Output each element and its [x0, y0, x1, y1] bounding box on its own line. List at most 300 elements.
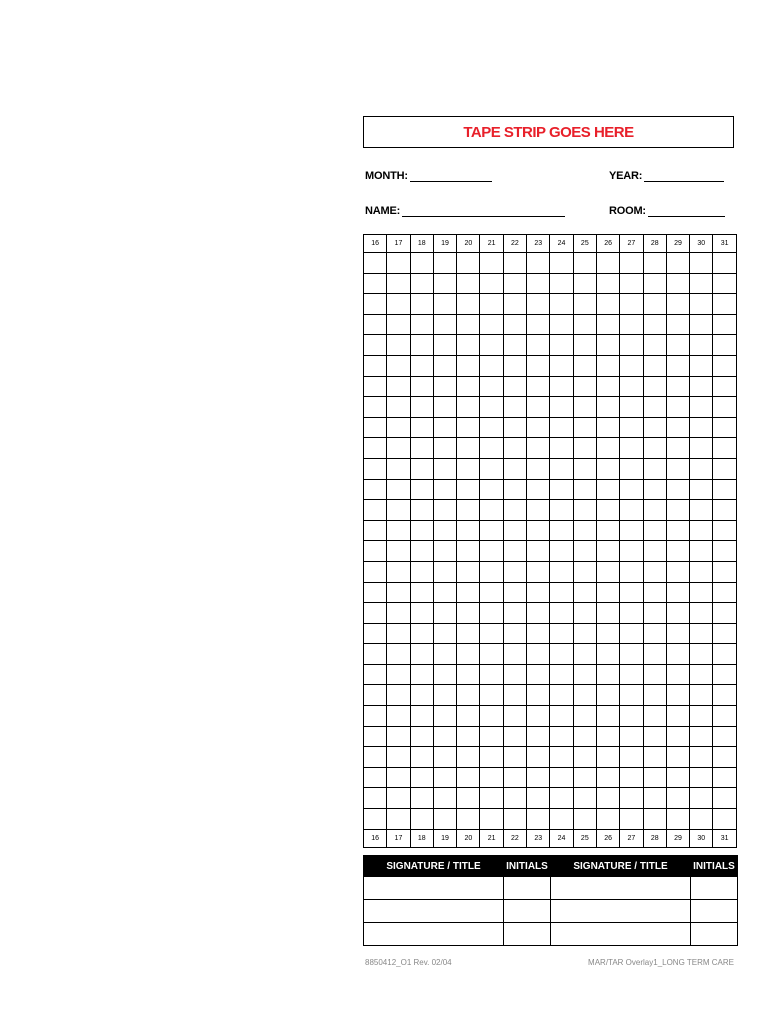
grid-cell[interactable]	[433, 355, 456, 376]
grid-cell[interactable]	[433, 417, 456, 438]
grid-cell[interactable]	[666, 314, 689, 335]
grid-cell[interactable]	[573, 520, 596, 541]
grid-cell[interactable]	[503, 376, 526, 397]
grid-cell[interactable]	[690, 747, 713, 768]
grid-cell[interactable]	[643, 582, 666, 603]
grid-cell[interactable]	[527, 623, 550, 644]
grid-cell[interactable]	[527, 335, 550, 356]
grid-cell[interactable]	[364, 253, 387, 274]
grid-cell[interactable]	[573, 458, 596, 479]
grid-cell[interactable]	[457, 417, 480, 438]
grid-cell[interactable]	[620, 335, 643, 356]
grid-cell[interactable]	[643, 788, 666, 809]
grid-cell[interactable]	[410, 644, 433, 665]
grid-cell[interactable]	[364, 726, 387, 747]
grid-cell[interactable]	[550, 664, 573, 685]
grid-cell[interactable]	[643, 417, 666, 438]
grid-cell[interactable]	[410, 664, 433, 685]
grid-cell[interactable]	[643, 273, 666, 294]
grid-cell[interactable]	[410, 294, 433, 315]
grid-cell[interactable]	[550, 500, 573, 521]
grid-cell[interactable]	[666, 706, 689, 727]
grid-cell[interactable]	[573, 376, 596, 397]
grid-cell[interactable]	[573, 355, 596, 376]
grid-cell[interactable]	[713, 314, 736, 335]
grid-cell[interactable]	[620, 767, 643, 788]
grid-cell[interactable]	[573, 294, 596, 315]
grid-cell[interactable]	[527, 809, 550, 830]
month-field[interactable]	[365, 170, 492, 182]
grid-cell[interactable]	[643, 623, 666, 644]
grid-cell[interactable]	[690, 355, 713, 376]
grid-cell[interactable]	[550, 747, 573, 768]
grid-cell[interactable]	[690, 685, 713, 706]
grid-cell[interactable]	[527, 417, 550, 438]
grid-cell[interactable]	[620, 644, 643, 665]
grid-cell[interactable]	[433, 685, 456, 706]
initials-cell[interactable]	[504, 900, 551, 923]
grid-cell[interactable]	[503, 417, 526, 438]
grid-cell[interactable]	[690, 458, 713, 479]
grid-cell[interactable]	[643, 355, 666, 376]
grid-cell[interactable]	[550, 479, 573, 500]
grid-cell[interactable]	[480, 644, 503, 665]
grid-cell[interactable]	[690, 417, 713, 438]
initials-cell[interactable]	[691, 900, 738, 923]
grid-cell[interactable]	[666, 809, 689, 830]
grid-cell[interactable]	[387, 623, 410, 644]
grid-cell[interactable]	[387, 685, 410, 706]
grid-cell[interactable]	[364, 397, 387, 418]
grid-cell[interactable]	[433, 582, 456, 603]
grid-cell[interactable]	[573, 685, 596, 706]
grid-cell[interactable]	[666, 376, 689, 397]
grid-cell[interactable]	[550, 644, 573, 665]
grid-cell[interactable]	[643, 603, 666, 624]
grid-cell[interactable]	[457, 541, 480, 562]
grid-cell[interactable]	[503, 294, 526, 315]
grid-cell[interactable]	[690, 314, 713, 335]
grid-cell[interactable]	[713, 417, 736, 438]
grid-cell[interactable]	[364, 582, 387, 603]
grid-cell[interactable]	[503, 603, 526, 624]
grid-cell[interactable]	[364, 644, 387, 665]
grid-cell[interactable]	[387, 788, 410, 809]
grid-cell[interactable]	[457, 706, 480, 727]
grid-cell[interactable]	[503, 623, 526, 644]
grid-cell[interactable]	[480, 500, 503, 521]
grid-cell[interactable]	[573, 314, 596, 335]
grid-cell[interactable]	[666, 479, 689, 500]
grid-cell[interactable]	[503, 809, 526, 830]
grid-cell[interactable]	[527, 603, 550, 624]
grid-cell[interactable]	[457, 582, 480, 603]
grid-cell[interactable]	[643, 664, 666, 685]
name-line[interactable]	[402, 206, 565, 217]
grid-cell[interactable]	[666, 541, 689, 562]
grid-cell[interactable]	[620, 500, 643, 521]
grid-cell[interactable]	[364, 664, 387, 685]
grid-cell[interactable]	[457, 788, 480, 809]
grid-cell[interactable]	[690, 253, 713, 274]
grid-cell[interactable]	[364, 541, 387, 562]
grid-cell[interactable]	[433, 314, 456, 335]
grid-cell[interactable]	[573, 706, 596, 727]
grid-cell[interactable]	[527, 520, 550, 541]
grid-cell[interactable]	[643, 438, 666, 459]
grid-cell[interactable]	[596, 747, 619, 768]
grid-cell[interactable]	[364, 438, 387, 459]
grid-cell[interactable]	[550, 294, 573, 315]
grid-cell[interactable]	[713, 767, 736, 788]
grid-cell[interactable]	[596, 623, 619, 644]
grid-cell[interactable]	[690, 644, 713, 665]
name-field[interactable]	[365, 205, 565, 217]
grid-cell[interactable]	[690, 479, 713, 500]
grid-cell[interactable]	[387, 458, 410, 479]
grid-cell[interactable]	[433, 335, 456, 356]
grid-cell[interactable]	[596, 294, 619, 315]
grid-cell[interactable]	[713, 479, 736, 500]
grid-cell[interactable]	[364, 561, 387, 582]
grid-cell[interactable]	[643, 479, 666, 500]
grid-cell[interactable]	[364, 767, 387, 788]
grid-cell[interactable]	[364, 706, 387, 727]
grid-cell[interactable]	[457, 603, 480, 624]
grid-cell[interactable]	[643, 561, 666, 582]
grid-cell[interactable]	[713, 520, 736, 541]
grid-cell[interactable]	[527, 561, 550, 582]
grid-cell[interactable]	[643, 314, 666, 335]
grid-cell[interactable]	[690, 500, 713, 521]
grid-cell[interactable]	[503, 582, 526, 603]
grid-cell[interactable]	[527, 706, 550, 727]
grid-cell[interactable]	[643, 685, 666, 706]
grid-cell[interactable]	[387, 273, 410, 294]
grid-cell[interactable]	[596, 520, 619, 541]
grid-cell[interactable]	[690, 438, 713, 459]
grid-cell[interactable]	[480, 767, 503, 788]
grid-cell[interactable]	[433, 479, 456, 500]
grid-cell[interactable]	[527, 438, 550, 459]
grid-cell[interactable]	[573, 644, 596, 665]
grid-cell[interactable]	[480, 541, 503, 562]
grid-cell[interactable]	[364, 376, 387, 397]
grid-cell[interactable]	[713, 664, 736, 685]
grid-cell[interactable]	[643, 335, 666, 356]
grid-cell[interactable]	[643, 500, 666, 521]
grid-cell[interactable]	[550, 458, 573, 479]
grid-cell[interactable]	[457, 623, 480, 644]
grid-cell[interactable]	[364, 685, 387, 706]
grid-cell[interactable]	[527, 479, 550, 500]
grid-cell[interactable]	[643, 294, 666, 315]
grid-cell[interactable]	[387, 644, 410, 665]
grid-cell[interactable]	[713, 355, 736, 376]
signature-cell[interactable]	[551, 877, 691, 900]
grid-cell[interactable]	[433, 458, 456, 479]
grid-cell[interactable]	[596, 355, 619, 376]
grid-cell[interactable]	[596, 438, 619, 459]
initials-cell[interactable]	[504, 877, 551, 900]
grid-cell[interactable]	[550, 788, 573, 809]
room-field[interactable]	[609, 205, 725, 217]
grid-cell[interactable]	[364, 273, 387, 294]
grid-cell[interactable]	[573, 438, 596, 459]
grid-cell[interactable]	[387, 767, 410, 788]
signature-cell[interactable]	[364, 923, 504, 946]
grid-cell[interactable]	[690, 809, 713, 830]
grid-cell[interactable]	[620, 664, 643, 685]
grid-cell[interactable]	[433, 767, 456, 788]
grid-cell[interactable]	[713, 706, 736, 727]
room-line[interactable]	[648, 206, 725, 217]
grid-cell[interactable]	[457, 644, 480, 665]
grid-cell[interactable]	[666, 294, 689, 315]
grid-cell[interactable]	[690, 582, 713, 603]
grid-cell[interactable]	[550, 582, 573, 603]
grid-cell[interactable]	[433, 726, 456, 747]
grid-cell[interactable]	[433, 520, 456, 541]
grid-cell[interactable]	[503, 397, 526, 418]
grid-cell[interactable]	[364, 458, 387, 479]
grid-cell[interactable]	[666, 788, 689, 809]
grid-cell[interactable]	[527, 253, 550, 274]
grid-cell[interactable]	[433, 273, 456, 294]
grid-cell[interactable]	[480, 788, 503, 809]
grid-cell[interactable]	[503, 561, 526, 582]
grid-cell[interactable]	[643, 644, 666, 665]
signature-cell[interactable]	[364, 900, 504, 923]
grid-cell[interactable]	[713, 541, 736, 562]
grid-cell[interactable]	[410, 355, 433, 376]
grid-cell[interactable]	[457, 767, 480, 788]
grid-cell[interactable]	[410, 809, 433, 830]
grid-cell[interactable]	[690, 541, 713, 562]
grid-cell[interactable]	[713, 603, 736, 624]
grid-cell[interactable]	[550, 335, 573, 356]
grid-cell[interactable]	[410, 500, 433, 521]
grid-cell[interactable]	[620, 582, 643, 603]
grid-cell[interactable]	[713, 438, 736, 459]
grid-cell[interactable]	[596, 500, 619, 521]
grid-cell[interactable]	[643, 376, 666, 397]
grid-cell[interactable]	[457, 273, 480, 294]
grid-cell[interactable]	[713, 294, 736, 315]
grid-cell[interactable]	[457, 809, 480, 830]
signature-cell[interactable]	[551, 900, 691, 923]
grid-cell[interactable]	[573, 747, 596, 768]
grid-cell[interactable]	[480, 747, 503, 768]
grid-cell[interactable]	[620, 479, 643, 500]
grid-cell[interactable]	[457, 561, 480, 582]
grid-cell[interactable]	[713, 685, 736, 706]
grid-cell[interactable]	[550, 520, 573, 541]
grid-cell[interactable]	[620, 355, 643, 376]
grid-cell[interactable]	[527, 788, 550, 809]
grid-cell[interactable]	[410, 417, 433, 438]
grid-cell[interactable]	[364, 500, 387, 521]
year-field[interactable]	[609, 170, 724, 182]
grid-cell[interactable]	[364, 355, 387, 376]
grid-cell[interactable]	[364, 520, 387, 541]
grid-cell[interactable]	[503, 500, 526, 521]
grid-cell[interactable]	[387, 397, 410, 418]
grid-cell[interactable]	[433, 561, 456, 582]
grid-cell[interactable]	[690, 623, 713, 644]
grid-cell[interactable]	[596, 397, 619, 418]
grid-cell[interactable]	[503, 355, 526, 376]
grid-cell[interactable]	[480, 335, 503, 356]
grid-cell[interactable]	[713, 253, 736, 274]
grid-cell[interactable]	[387, 479, 410, 500]
grid-cell[interactable]	[550, 809, 573, 830]
grid-cell[interactable]	[666, 438, 689, 459]
grid-cell[interactable]	[620, 726, 643, 747]
grid-cell[interactable]	[550, 706, 573, 727]
grid-cell[interactable]	[503, 458, 526, 479]
grid-cell[interactable]	[666, 458, 689, 479]
grid-cell[interactable]	[410, 767, 433, 788]
grid-cell[interactable]	[550, 767, 573, 788]
grid-cell[interactable]	[550, 397, 573, 418]
grid-cell[interactable]	[410, 582, 433, 603]
grid-cell[interactable]	[527, 685, 550, 706]
grid-cell[interactable]	[690, 335, 713, 356]
grid-cell[interactable]	[620, 520, 643, 541]
grid-cell[interactable]	[690, 726, 713, 747]
grid-cell[interactable]	[480, 417, 503, 438]
grid-cell[interactable]	[666, 355, 689, 376]
grid-cell[interactable]	[573, 767, 596, 788]
grid-cell[interactable]	[666, 500, 689, 521]
grid-cell[interactable]	[573, 623, 596, 644]
grid-cell[interactable]	[666, 273, 689, 294]
grid-cell[interactable]	[527, 644, 550, 665]
grid-cell[interactable]	[480, 397, 503, 418]
grid-cell[interactable]	[596, 253, 619, 274]
grid-cell[interactable]	[387, 561, 410, 582]
grid-cell[interactable]	[527, 376, 550, 397]
grid-cell[interactable]	[503, 314, 526, 335]
grid-cell[interactable]	[480, 664, 503, 685]
grid-cell[interactable]	[433, 788, 456, 809]
grid-cell[interactable]	[503, 335, 526, 356]
grid-cell[interactable]	[690, 664, 713, 685]
grid-cell[interactable]	[387, 253, 410, 274]
grid-cell[interactable]	[596, 664, 619, 685]
grid-cell[interactable]	[410, 541, 433, 562]
grid-cell[interactable]	[527, 355, 550, 376]
grid-cell[interactable]	[410, 253, 433, 274]
grid-cell[interactable]	[387, 500, 410, 521]
grid-cell[interactable]	[480, 706, 503, 727]
grid-cell[interactable]	[643, 541, 666, 562]
grid-cell[interactable]	[620, 747, 643, 768]
grid-cell[interactable]	[527, 767, 550, 788]
grid-cell[interactable]	[596, 726, 619, 747]
grid-cell[interactable]	[364, 623, 387, 644]
grid-cell[interactable]	[457, 479, 480, 500]
grid-cell[interactable]	[666, 603, 689, 624]
grid-cell[interactable]	[713, 809, 736, 830]
grid-cell[interactable]	[596, 603, 619, 624]
grid-cell[interactable]	[573, 582, 596, 603]
grid-cell[interactable]	[503, 644, 526, 665]
grid-cell[interactable]	[620, 376, 643, 397]
grid-cell[interactable]	[573, 788, 596, 809]
grid-cell[interactable]	[457, 664, 480, 685]
grid-cell[interactable]	[387, 355, 410, 376]
grid-cell[interactable]	[713, 726, 736, 747]
grid-cell[interactable]	[620, 706, 643, 727]
grid-cell[interactable]	[433, 747, 456, 768]
grid-cell[interactable]	[503, 253, 526, 274]
grid-cell[interactable]	[527, 294, 550, 315]
grid-cell[interactable]	[480, 479, 503, 500]
grid-cell[interactable]	[457, 314, 480, 335]
grid-cell[interactable]	[620, 294, 643, 315]
grid-cell[interactable]	[433, 603, 456, 624]
grid-cell[interactable]	[620, 541, 643, 562]
grid-cell[interactable]	[713, 458, 736, 479]
grid-cell[interactable]	[480, 273, 503, 294]
grid-cell[interactable]	[410, 314, 433, 335]
grid-cell[interactable]	[527, 747, 550, 768]
grid-cell[interactable]	[690, 561, 713, 582]
grid-cell[interactable]	[666, 335, 689, 356]
grid-cell[interactable]	[480, 520, 503, 541]
grid-cell[interactable]	[713, 747, 736, 768]
grid-cell[interactable]	[387, 520, 410, 541]
grid-cell[interactable]	[387, 582, 410, 603]
grid-cell[interactable]	[620, 623, 643, 644]
grid-cell[interactable]	[457, 376, 480, 397]
grid-cell[interactable]	[480, 376, 503, 397]
grid-cell[interactable]	[666, 561, 689, 582]
grid-cell[interactable]	[433, 644, 456, 665]
grid-cell[interactable]	[596, 809, 619, 830]
grid-cell[interactable]	[713, 273, 736, 294]
grid-cell[interactable]	[573, 726, 596, 747]
grid-cell[interactable]	[457, 397, 480, 418]
grid-cell[interactable]	[666, 767, 689, 788]
grid-cell[interactable]	[433, 253, 456, 274]
grid-cell[interactable]	[596, 706, 619, 727]
grid-cell[interactable]	[643, 747, 666, 768]
grid-cell[interactable]	[480, 458, 503, 479]
grid-cell[interactable]	[713, 376, 736, 397]
grid-cell[interactable]	[480, 603, 503, 624]
grid-cell[interactable]	[596, 767, 619, 788]
grid-cell[interactable]	[620, 253, 643, 274]
grid-cell[interactable]	[666, 664, 689, 685]
grid-cell[interactable]	[596, 685, 619, 706]
grid-cell[interactable]	[387, 541, 410, 562]
grid-cell[interactable]	[433, 294, 456, 315]
grid-cell[interactable]	[713, 397, 736, 418]
grid-cell[interactable]	[690, 376, 713, 397]
grid-cell[interactable]	[596, 788, 619, 809]
grid-cell[interactable]	[457, 438, 480, 459]
grid-cell[interactable]	[620, 417, 643, 438]
grid-cell[interactable]	[503, 479, 526, 500]
grid-cell[interactable]	[596, 541, 619, 562]
grid-cell[interactable]	[620, 685, 643, 706]
grid-cell[interactable]	[480, 253, 503, 274]
grid-cell[interactable]	[573, 809, 596, 830]
grid-cell[interactable]	[433, 664, 456, 685]
